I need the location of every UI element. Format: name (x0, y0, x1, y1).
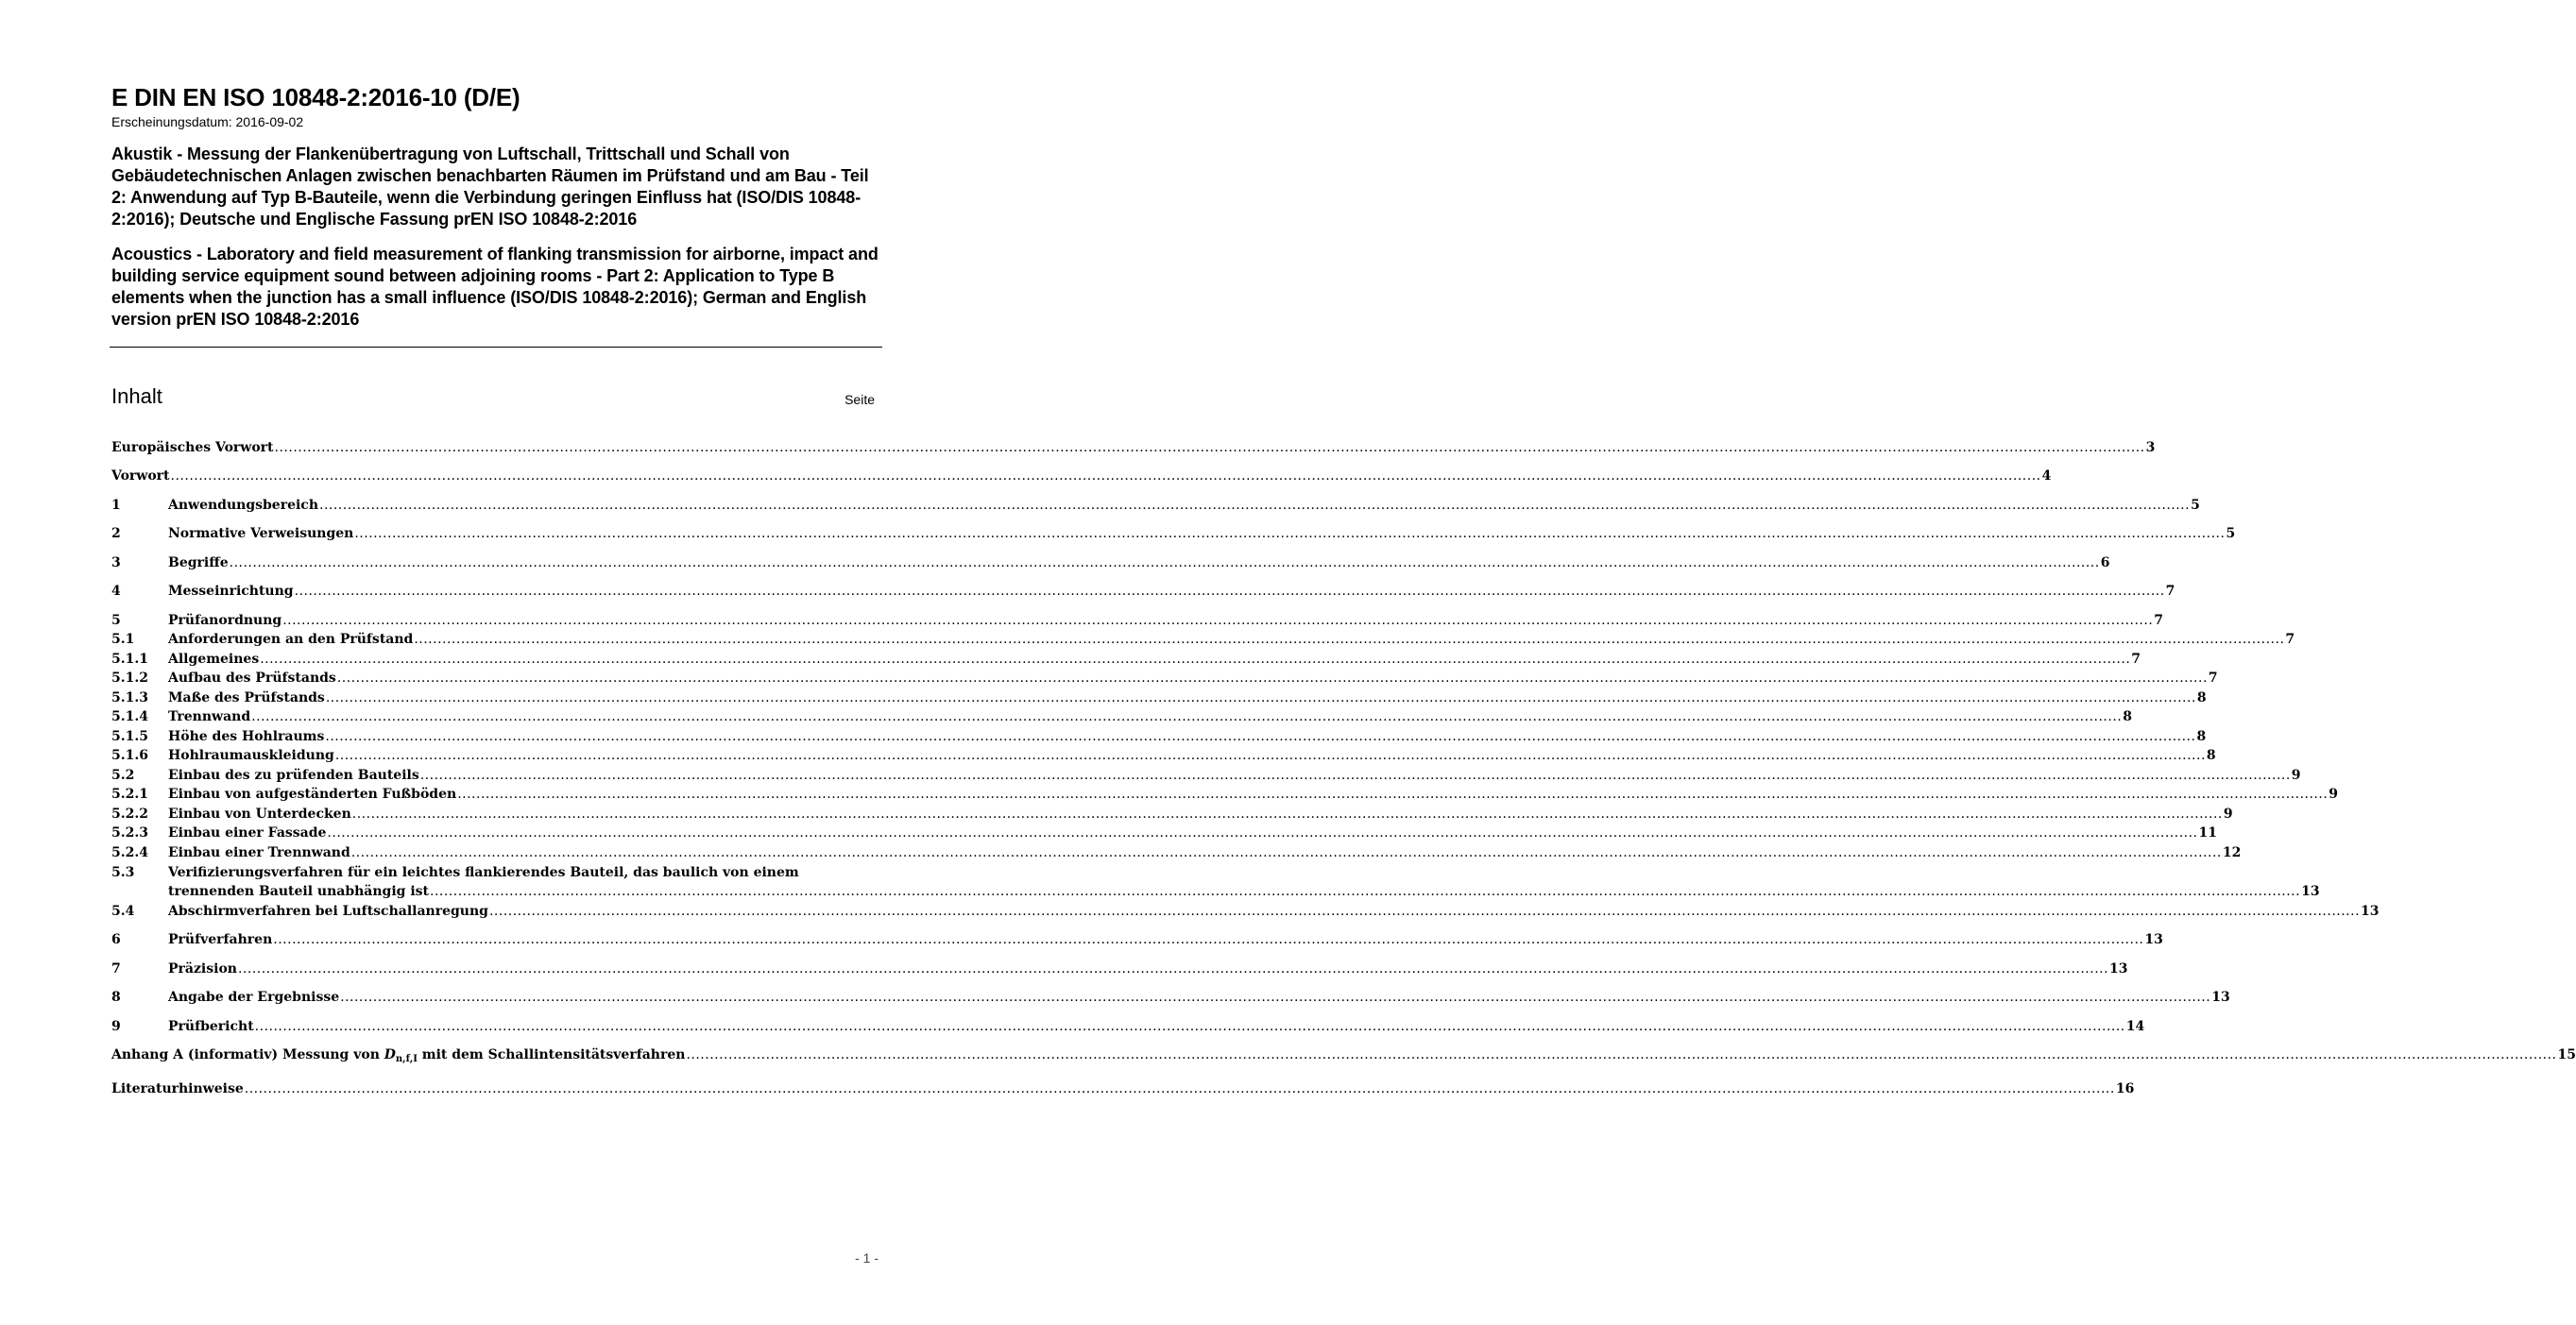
toc-entry-line (168, 746, 2216, 765)
toc-entry-page: 6 (2100, 555, 2110, 570)
toc-entry[interactable] (111, 1017, 2145, 1036)
toc-leader-dots: ................................................................................................................................................................................................................................................................................................................................................................................................................ (282, 613, 2154, 628)
toc-entry-page: 5 (2226, 526, 2236, 541)
toc-leader-dots: ................................................................................................................................................................................................................................................................................................................................................................................................................ (351, 807, 2223, 822)
toc-entry[interactable] (111, 865, 2320, 901)
toc-entry-number: 5.4 (111, 904, 135, 919)
toc-leader-dots: ................................................................................................................................................................................................................................................................................................................................................................................................................ (237, 961, 2109, 977)
toc-entry-line (168, 496, 2200, 515)
toc-entry[interactable] (111, 650, 2141, 669)
toc-entry-title: Einbau des zu prüfenden Bauteils (168, 768, 419, 783)
toc-leader-dots: ................................................................................................................................................................................................................................................................................................................................................................................................................ (319, 498, 2191, 513)
toc-entry-line (168, 843, 2242, 862)
toc-entry-line (111, 1079, 2135, 1098)
toc-entry-number: 5.2.4 (111, 845, 148, 860)
toc-entry-number: 5.1.3 (111, 690, 148, 705)
toc-entry-page: 13 (2144, 932, 2163, 947)
toc-entry-title: trennenden Bauteil unabhängig ist (168, 884, 429, 899)
toc-leader-dots: ................................................................................................................................................................................................................................................................................................................................................................................................................ (327, 825, 2198, 841)
toc-entry[interactable] (111, 1079, 2135, 1098)
toc-entry-page: 7 (2285, 632, 2295, 647)
toc-entry-number: 5.2 (111, 768, 135, 783)
toc-entry-line (168, 669, 2218, 688)
toc-entry-title: Messeinrichtung (168, 584, 294, 599)
toc-leader-dots: ................................................................................................................................................................................................................................................................................................................................................................................................................ (254, 1019, 2125, 1034)
toc-entry-title: Höhe des Hohlraums (168, 729, 325, 744)
toc-entry-page: 12 (2222, 845, 2242, 860)
toc-entry-line (168, 553, 2110, 572)
toc-entry-number: 2 (111, 526, 121, 541)
toc-entry-number: 5.2.3 (111, 825, 148, 841)
toc-entry[interactable] (111, 727, 2207, 746)
toc-leader-dots: ................................................................................................................................................................................................................................................................................................................................................................................................................ (294, 584, 2165, 599)
toc-entry-page: 7 (2165, 584, 2175, 599)
toc-entry-number: 8 (111, 990, 121, 1005)
toc-leader-dots: ................................................................................................................................................................................................................................................................................................................................................................................................................ (340, 990, 2211, 1005)
toc-entry[interactable] (111, 824, 2217, 842)
toc-entry-number: 5.1.5 (111, 729, 148, 744)
toc-entry-title: Angabe der Ergebnisse (168, 990, 340, 1005)
header-divider (110, 347, 882, 348)
toc-entry-number: 1 (111, 498, 121, 513)
toc-leader-dots: ................................................................................................................................................................................................................................................................................................................................................................................................................ (430, 884, 2301, 899)
toc-entry-page: 13 (2301, 884, 2320, 899)
toc-entry-line (168, 882, 2320, 901)
toc-entry[interactable] (111, 843, 2242, 862)
toc-entry-number: 4 (111, 584, 121, 599)
toc-entry-title: Europäisches Vorwort (111, 440, 274, 455)
title-english: Acoustics - Laboratory and field measurement of flanking transmission for airborne, impact and building service equipment sound between adjoining rooms - Part 2: Application to Type B elements when the junction has a small influence (ISO/DIS 10848-2:2016); German and English version prEN ISO 10848-2:2016 (111, 245, 879, 329)
toc-entry-number: 5.1.6 (111, 748, 148, 763)
toc-entry[interactable] (111, 688, 2207, 707)
toc-entry-title: Hohlraumauskleidung (168, 748, 334, 763)
toc-entry[interactable] (111, 611, 2164, 630)
toc-entry-title: Prüfbericht (168, 1019, 254, 1034)
toc-leader-dots: ................................................................................................................................................................................................................................................................................................................................................................................................................ (419, 768, 2291, 783)
toc-leader-dots: ................................................................................................................................................................................................................................................................................................................................................................................................................ (274, 440, 2145, 455)
toc-entry-page: 7 (2131, 652, 2141, 667)
toc-heading: Inhalt (111, 384, 162, 408)
toc-entry[interactable] (111, 669, 2218, 688)
toc-entry-line (168, 524, 2236, 543)
toc-entry-title: Trennwand (168, 709, 251, 724)
toc-entry-title: Einbau von aufgeständerten Fußböden (168, 787, 457, 802)
toc-entry-number: 5.1.1 (111, 652, 148, 667)
toc-entry[interactable] (111, 707, 2132, 726)
toc-entry-line (168, 824, 2217, 842)
toc-entry-title: Normative Verweisungen (168, 526, 354, 541)
toc-entry-line (168, 805, 2233, 824)
toc-entry[interactable] (111, 785, 2339, 804)
toc-entry[interactable] (111, 988, 2230, 1007)
toc-entry-line (168, 988, 2230, 1007)
toc-entry-title-prefix: Anhang A (informativ) Messung von (111, 1047, 384, 1062)
toc-leader-dots: ................................................................................................................................................................................................................................................................................................................................................................................................................ (260, 652, 2131, 667)
toc-entry-page: 5 (2191, 498, 2200, 513)
toc-entry-number: 5.2.2 (111, 807, 148, 822)
toc-entry-page: 9 (2223, 807, 2233, 822)
document-id: E DIN EN ISO 10848-2:2016-10 (D/E) (111, 83, 520, 111)
toc-leader-dots: ................................................................................................................................................................................................................................................................................................................................................................................................................ (325, 690, 2196, 705)
toc-entry-page: 13 (2361, 904, 2380, 919)
toc-entry-number: 3 (111, 555, 121, 570)
toc-entry-line (168, 688, 2207, 707)
toc-entry-number: 9 (111, 1019, 121, 1034)
toc-leader-dots: ................................................................................................................................................................................................................................................................................................................................................................................................................ (229, 555, 2100, 570)
publication-date: Erscheinungsdatum: 2016-09-02 (111, 114, 304, 129)
toc-entry-line (168, 902, 2380, 921)
toc-leader-dots: ................................................................................................................................................................................................................................................................................................................................................................................................................ (334, 748, 2206, 763)
toc-leader-dots: ................................................................................................................................................................................................................................................................................................................................................................................................................ (273, 932, 2144, 947)
formula-subscript: n,f,I (395, 1054, 418, 1064)
toc-entry-page: 11 (2198, 825, 2217, 841)
toc-entry[interactable] (111, 553, 2110, 572)
toc-leader-dots: ................................................................................................................................................................................................................................................................................................................................................................................................................ (336, 671, 2208, 686)
toc-entry-title: Maße des Prüfstands (168, 690, 325, 705)
toc-entry-line (168, 727, 2207, 746)
toc-page-label: Seite (844, 392, 875, 407)
toc-entry-line (168, 611, 2164, 630)
toc-leader-dots: ................................................................................................................................................................................................................................................................................................................................................................................................................ (170, 468, 2041, 484)
toc-entry-title: Abschirmverfahren bei Luftschallanregung (168, 904, 488, 919)
toc-entry-title: Begriffe (168, 555, 229, 570)
toc-entry-page: 14 (2125, 1019, 2145, 1034)
toc-entry-title-line1: Verifizierungsverfahren für ein leichtes flankierendes Bauteil, das baulich von einem (168, 865, 799, 880)
toc-entry-number: 5.1.2 (111, 671, 148, 686)
toc-entry-line (168, 630, 2295, 649)
toc-entry-number: 6 (111, 932, 121, 947)
toc-leader-dots: ................................................................................................................................................................................................................................................................................................................................................................................................................ (488, 904, 2361, 919)
toc-entry-title: Vorwort (111, 468, 170, 484)
toc-leader-dots: ................................................................................................................................................................................................................................................................................................................................................................................................................ (350, 845, 2222, 860)
toc-entry-line (111, 438, 2156, 457)
toc-entry-title: Präzision (168, 961, 237, 977)
toc-entry-page: 9 (2329, 787, 2339, 802)
toc-entry-number: 5.2.1 (111, 787, 148, 802)
toc-entry-number: 5.1 (111, 632, 135, 647)
toc-entry[interactable] (111, 902, 2380, 921)
toc-entry-page: 15 (2557, 1047, 2576, 1062)
toc-entry-line (168, 960, 2128, 978)
toc-entry-page: 7 (2208, 671, 2218, 686)
toc-entry[interactable] (111, 582, 2175, 601)
toc-entry-title: Allgemeines (168, 652, 260, 667)
toc-entry-page: 9 (2291, 768, 2301, 783)
toc-entry-page: 7 (2154, 613, 2164, 628)
toc-entry-title: Anforderungen an den Prüfstand (168, 632, 414, 647)
toc-entry-title: Anwendungsbereich (168, 498, 318, 513)
toc-leader-dots: ................................................................................................................................................................................................................................................................................................................................................................................................................ (414, 632, 2285, 647)
toc-entry[interactable] (111, 467, 2052, 485)
toc-entry-page: 16 (2115, 1081, 2135, 1096)
toc-entry-title: Einbau von Unterdecken (168, 807, 351, 822)
toc-entry-title-suffix: mit dem Schallintensitätsverfahren (417, 1047, 686, 1062)
toc-entry[interactable] (111, 960, 2128, 978)
toc-entry-page: 4 (2041, 468, 2052, 484)
toc-entry[interactable] (111, 524, 2236, 543)
toc-entry-line (168, 707, 2132, 726)
toc-entry[interactable] (111, 1045, 2576, 1064)
toc-entry-line (168, 766, 2301, 785)
toc-leader-dots: ................................................................................................................................................................................................................................................................................................................................................................................................................ (325, 729, 2196, 744)
toc-entry-number: 5 (111, 613, 121, 628)
toc-entry-title: Literaturhinweise (111, 1081, 244, 1096)
toc-entry[interactable] (111, 746, 2216, 765)
toc-entry[interactable] (111, 766, 2301, 785)
toc-entry-page: 3 (2145, 440, 2156, 455)
toc-leader-dots: ................................................................................................................................................................................................................................................................................................................................................................................................................ (244, 1081, 2115, 1096)
formula-symbol: D (384, 1047, 396, 1062)
toc-entry-page: 13 (2109, 961, 2128, 977)
toc-entry-page: 8 (2123, 709, 2132, 724)
document-header (111, 83, 882, 331)
toc-entry-line (168, 930, 2163, 949)
page-number: - 1 - (855, 1250, 879, 1266)
toc-leader-dots: ................................................................................................................................................................................................................................................................................................................................................................................................................ (251, 709, 2123, 724)
toc-heading-row (111, 383, 875, 412)
toc-entry[interactable] (111, 805, 2233, 824)
toc-entry-title: Aufbau des Prüfstands (168, 671, 336, 686)
toc-entry[interactable] (111, 930, 2163, 949)
toc-entry-page: 8 (2196, 729, 2207, 744)
toc-entry-title: Einbau einer Trennwand (168, 845, 350, 860)
title-german: Akustik - Messung der Flankenübertragung von Luftschall, Trittschall und Schall von Gebäudetechnischen Anlagen zwischen benachbarten Räumen im Prüfstand und am Bau - Teil 2: Anwendung auf Typ B-Bauteile, wenn die Verbindung geringen Einfluss hat (ISO/DIS 10848-2:2016); Deutsche und Englische Fassung prEN ISO 10848-2:2016 (111, 144, 869, 229)
toc-entry[interactable] (111, 496, 2200, 515)
toc-entry-number: 5.3 (111, 865, 135, 880)
toc-entry-line (111, 467, 2052, 485)
toc-entry-page: 8 (2206, 748, 2216, 763)
toc-entry[interactable] (111, 630, 2295, 649)
toc-entry-page: 13 (2211, 990, 2230, 1005)
toc-entry-line (168, 785, 2339, 804)
toc-entry-title (111, 1045, 685, 1069)
toc-entry-number: 7 (111, 961, 121, 977)
toc-entry-line (111, 1045, 2576, 1069)
toc-leader-dots: ................................................................................................................................................................................................................................................................................................................................................................................................................ (686, 1047, 2557, 1062)
toc-entry-line (168, 582, 2175, 601)
toc-entry-number: 5.1.4 (111, 709, 148, 724)
toc-entry-title: Einbau einer Fassade (168, 825, 327, 841)
toc-entry-title: Prüfanordnung (168, 613, 282, 628)
toc-leader-dots: ................................................................................................................................................................................................................................................................................................................................................................................................................ (354, 526, 2226, 541)
toc-leader-dots: ................................................................................................................................................................................................................................................................................................................................................................................................................ (457, 787, 2329, 802)
toc-entry[interactable] (111, 438, 2156, 457)
toc-entry-page: 8 (2196, 690, 2207, 705)
toc-entry-line (168, 1017, 2145, 1036)
toc-entry-line (168, 650, 2141, 669)
toc-entry-title: Prüfverfahren (168, 932, 273, 947)
